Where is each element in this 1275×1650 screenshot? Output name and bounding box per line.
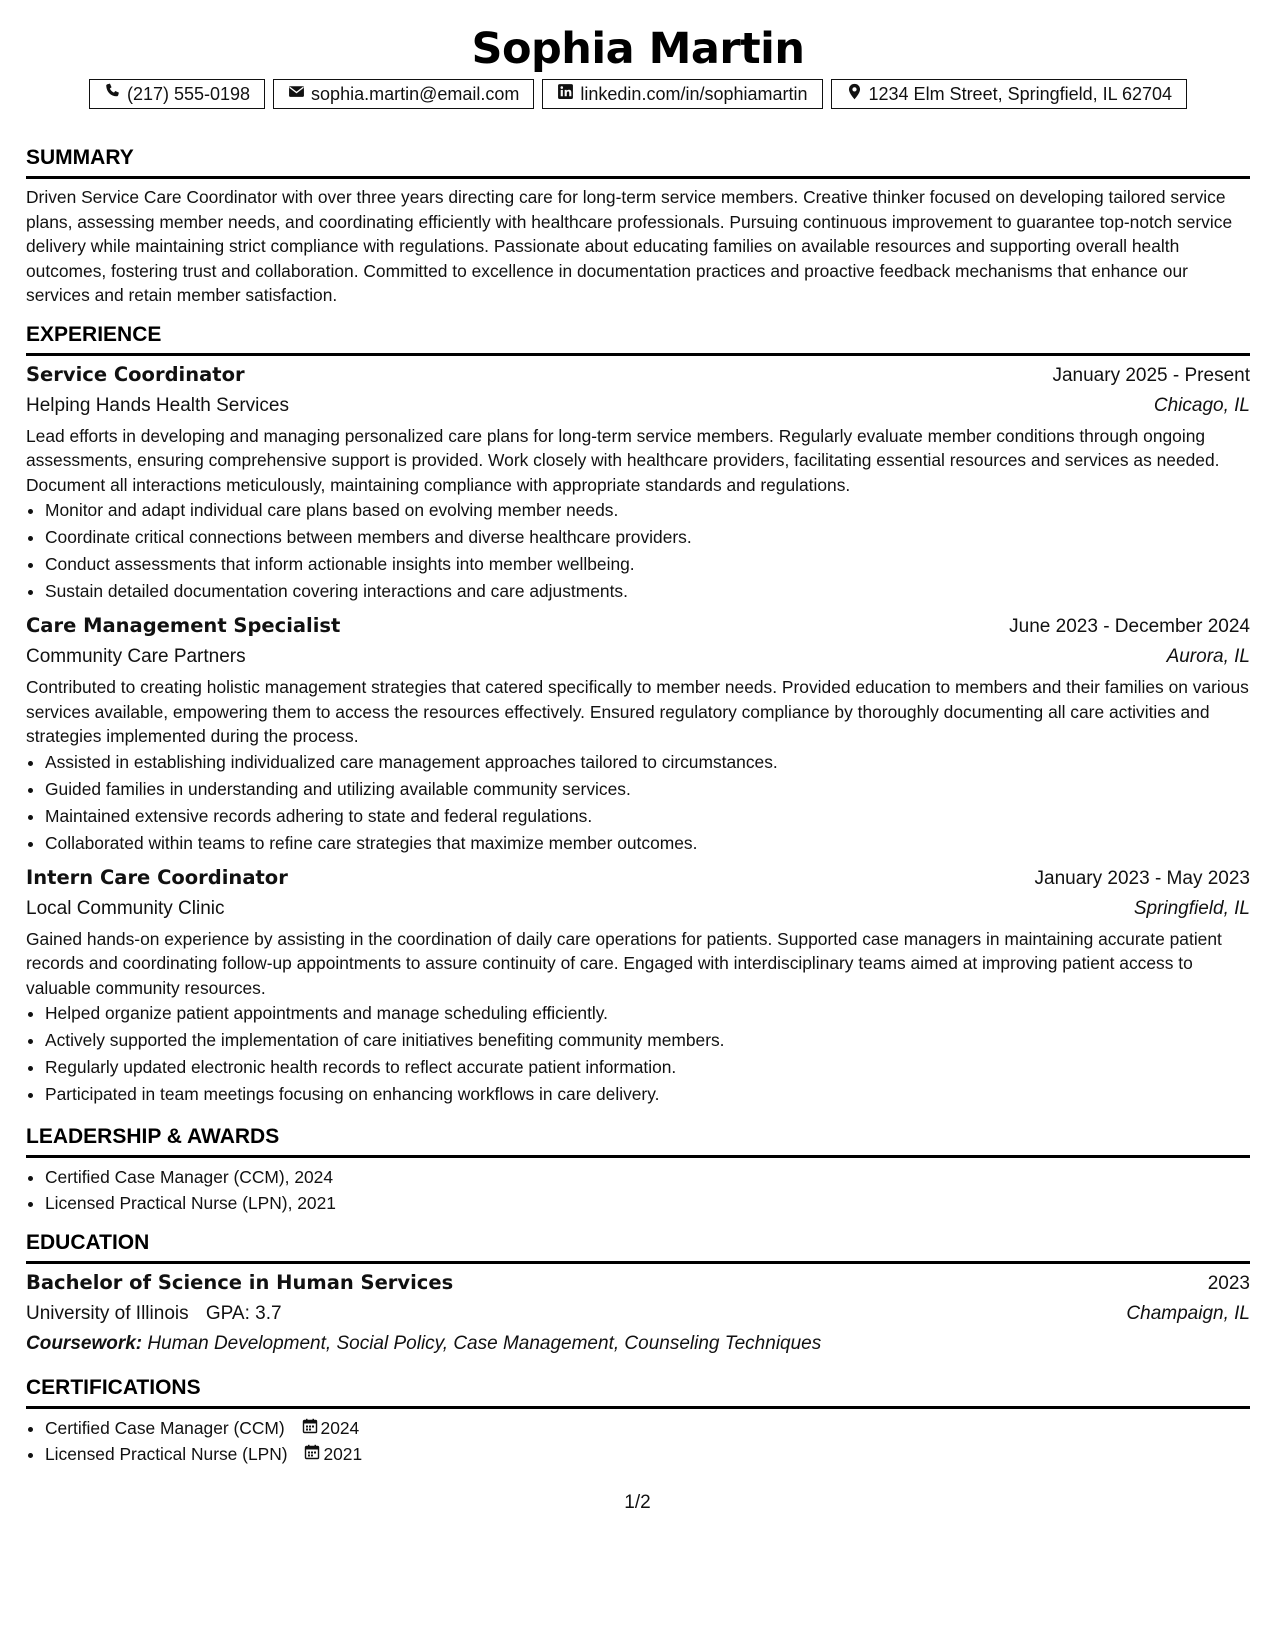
job-entry bbox=[26, 863, 1250, 1109]
envelope-icon bbox=[288, 80, 305, 108]
job-entry bbox=[26, 360, 1250, 606]
phone-text: (217) 555-0198 bbox=[126, 84, 251, 104]
leadership-list bbox=[26, 1164, 1250, 1216]
list-item: • Sustain detailed documentation covering interactions and care adjustments. bbox=[45, 578, 1250, 605]
linkedin-text: linkedin.com/in/sophiamartin bbox=[580, 84, 808, 104]
job-description: Lead efforts in developing and managing personalized care plans for long-term service members. Regularly evaluate member conditions through ongoing assessments, ensuring comprehensive support is provided. Work closely with healthcare providers, facilitating essential resources and services as needed. Document all interactions meticulously, maintaining compliance with appropriate standards and regulations. bbox=[26, 425, 1220, 495]
school-line bbox=[26, 1299, 282, 1329]
job-title: Intern Care Coordinator bbox=[26, 865, 288, 889]
list-item: • Guided families in understanding and utilizing available community services. bbox=[45, 776, 1250, 803]
address-text: 1234 Elm Street, Springfield, IL 62704 bbox=[868, 84, 1173, 104]
candidate-name: Sophia Martin bbox=[471, 24, 805, 74]
job-location: Springfield, IL bbox=[1133, 897, 1250, 919]
job-location: Chicago, IL bbox=[1153, 394, 1250, 416]
page-number: 1/2 bbox=[624, 1492, 651, 1513]
list-item: • Coordinate critical connections between members and diverse healthcare providers. bbox=[45, 524, 1250, 551]
school-location: Champaign, IL bbox=[1126, 1303, 1250, 1324]
contact-phone[interactable] bbox=[89, 79, 265, 109]
job-bullets bbox=[26, 749, 1250, 857]
job-dates: June 2023 - December 2024 bbox=[1009, 616, 1250, 637]
job-dates: January 2025 - Present bbox=[1052, 364, 1250, 386]
contact-bar bbox=[26, 79, 1250, 109]
certification-year: 2024 bbox=[320, 1418, 360, 1438]
coursework-label: Coursework: bbox=[26, 1333, 143, 1354]
gpa: GPA: 3.7 bbox=[205, 1303, 282, 1324]
experience-heading: EXPERIENCE bbox=[26, 323, 1250, 356]
phone-icon bbox=[104, 80, 121, 108]
coursework-text: Human Development, Social Policy, Case Management, Counseling Techniques bbox=[147, 1333, 822, 1354]
summary-section bbox=[26, 146, 1250, 308]
school-name: University of Illinois bbox=[26, 1303, 189, 1324]
list-item: • Collaborated within teams to refine care strategies that maximize member outcomes. bbox=[45, 830, 1250, 857]
job-title: Service Coordinator bbox=[26, 362, 245, 386]
calendar-icon bbox=[302, 1415, 318, 1441]
degree-title: Bachelor of Science in Human Services bbox=[26, 1271, 454, 1294]
job-description: Gained hands-on experience by assisting in the coordination of daily care operations for patients. Supported case managers in maintaining accurate patient records and coordinating follow-up appointments to assure continuity of care. Engaged with interdisciplinary teams aimed at improving patient access to valuable community resources. bbox=[26, 928, 1222, 998]
leadership-heading: LEADERSHIP & AWARDS bbox=[26, 1125, 1250, 1158]
list-item: • Conduct assessments that inform actionable insights into member wellbeing. bbox=[45, 551, 1250, 578]
job-company: Community Care Partners bbox=[26, 646, 246, 667]
list-item: • Licensed Practical Nurse (LPN), 2021 bbox=[45, 1190, 1250, 1216]
summary-heading: SUMMARY bbox=[26, 146, 1250, 179]
resume-page bbox=[26, 0, 1250, 1467]
email-text: sophia.martin@email.com bbox=[311, 84, 520, 104]
education-section bbox=[26, 1231, 1250, 1359]
certifications-list bbox=[26, 1415, 1250, 1467]
certification-name: Certified Case Manager (CCM) bbox=[45, 1418, 285, 1438]
calendar-icon bbox=[304, 1441, 320, 1467]
job-bullets bbox=[26, 1000, 1250, 1108]
list-item: • Participated in team meetings focusing on enhancing workflows in care delivery. bbox=[45, 1081, 1250, 1108]
job-location: Aurora, IL bbox=[1166, 646, 1250, 667]
list-item: • Helped organize patient appointments and manage scheduling efficiently. bbox=[45, 1000, 1250, 1027]
job-title: Care Management Specialist bbox=[26, 614, 341, 637]
education-heading: EDUCATION bbox=[26, 1231, 1250, 1264]
graduation-year: 2023 bbox=[1207, 1273, 1250, 1294]
experience-section bbox=[26, 323, 1250, 1109]
summary-text: Driven Service Care Coordinator with over three years directing care for long-term service members. Creative thinker focused on developing tailored service plans, assessing member needs, and coordinating efficiently with healthcare professionals. Pursuing continuous improvement to guarantee top-notch service delivery while maintaining strict compliance with regulations. Passionate about educating families on available resources and supporting overall health outcomes, fostering trust and collaboration. Committed to excellence in documentation practices and proactive feedback mechanisms that enhance our services and retain member satisfaction. bbox=[26, 187, 1233, 305]
list-item: • Assisted in establishing individualized care management approaches tailored to circumstances. bbox=[45, 749, 1250, 776]
list-item: • Actively supported the implementation of care initiatives benefiting community members. bbox=[45, 1027, 1250, 1054]
certifications-section bbox=[26, 1376, 1250, 1467]
job-company: Helping Hands Health Services bbox=[26, 394, 289, 416]
job-description: Contributed to creating holistic management strategies that catered specifically to member needs. Provided education to members and their families on various services available, empowering them to access the resources effectively. Ensured regulatory compliance by thoroughly documenting all care activities and strategies implemented during the process. bbox=[26, 677, 1249, 746]
linkedin-icon bbox=[557, 80, 574, 108]
job-bullets bbox=[26, 497, 1250, 605]
coursework-line bbox=[26, 1329, 1250, 1359]
list-item: • Regularly updated electronic health records to reflect accurate patient information. bbox=[45, 1054, 1250, 1081]
list-item bbox=[45, 1415, 1250, 1441]
certifications-heading: CERTIFICATIONS bbox=[26, 1376, 1250, 1409]
list-item bbox=[45, 1441, 1250, 1467]
list-item: • Maintained extensive records adhering to state and federal regulations. bbox=[45, 803, 1250, 830]
job-dates: January 2023 - May 2023 bbox=[1034, 867, 1250, 889]
contact-linkedin[interactable] bbox=[542, 79, 822, 109]
job-company: Local Community Clinic bbox=[26, 897, 225, 919]
certification-year: 2021 bbox=[323, 1444, 363, 1464]
job-entry bbox=[26, 611, 1250, 857]
list-item: • Monitor and adapt individual care plans based on evolving member needs. bbox=[45, 497, 1250, 524]
list-item: • Certified Case Manager (CCM), 2024 bbox=[45, 1164, 1250, 1190]
leadership-section bbox=[26, 1125, 1250, 1216]
contact-address[interactable] bbox=[831, 79, 1188, 109]
map-pin-icon bbox=[846, 80, 863, 108]
certification-name: Licensed Practical Nurse (LPN) bbox=[45, 1444, 288, 1464]
contact-email[interactable] bbox=[273, 79, 534, 109]
